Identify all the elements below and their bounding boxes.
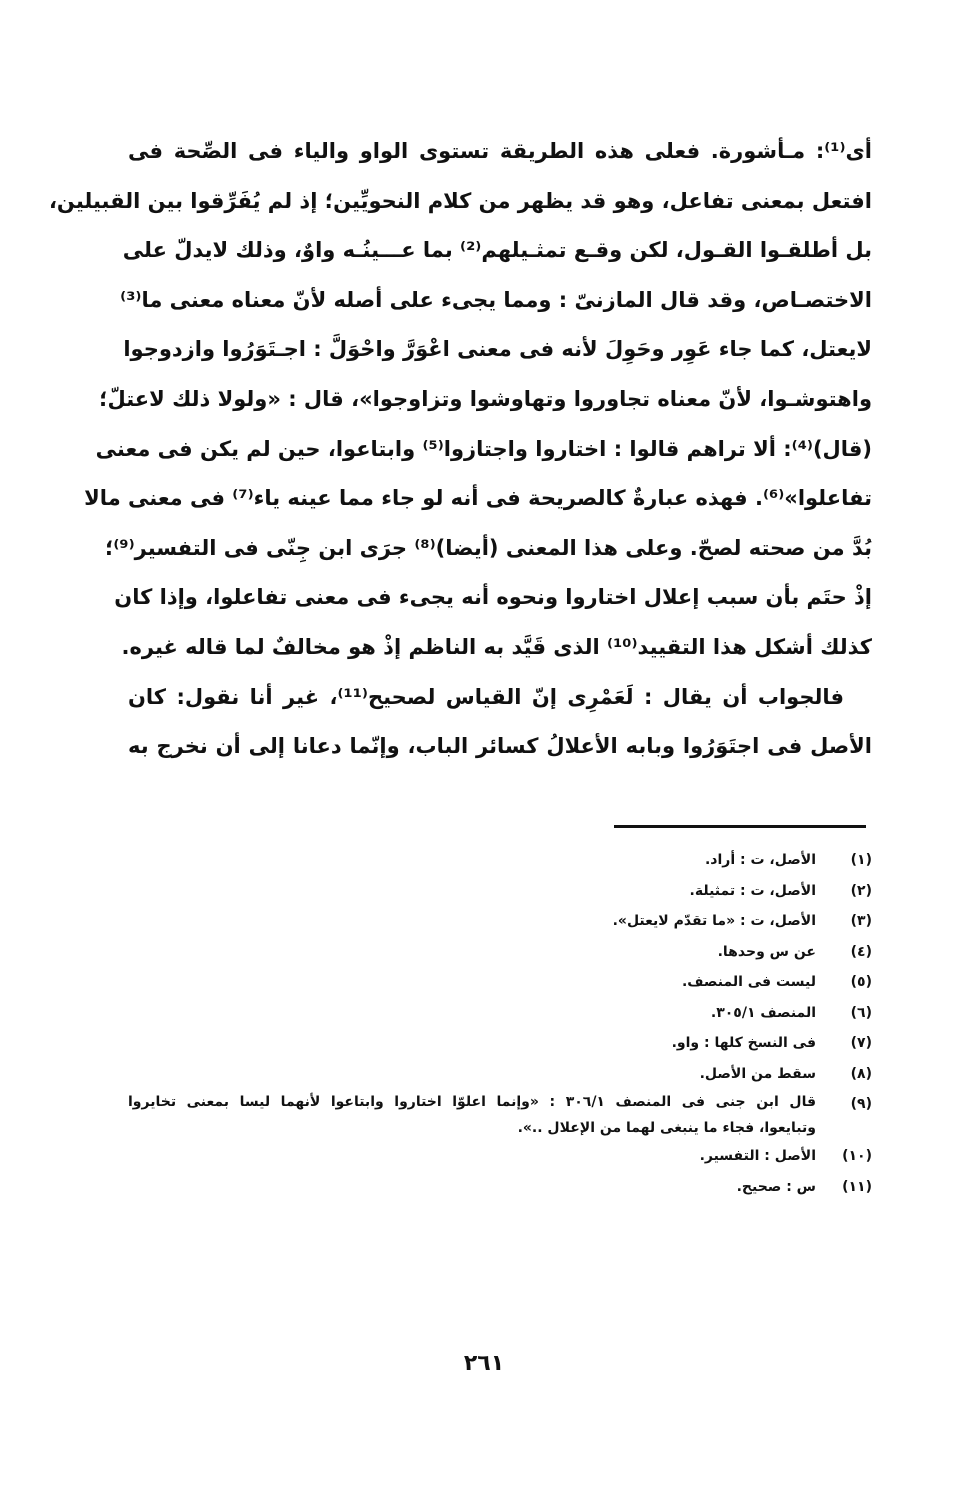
main-text [48,127,872,772]
footnotes [128,845,872,1202]
text-line: (قال)⁽⁴⁾: ألا تراهم قالوا : اختاروا واجتازوا⁽⁵⁾ وابتاعوا، حين لم يكن فى معنى [95,436,872,461]
text-line: فالجواب أن يقال : لَعَمْرِى إنّ القياس لصحيح⁽¹¹⁾، غير أنا نقول: كان [128,684,844,709]
footnote-number: (٦) [850,1004,872,1021]
text-line: بُدَّ من صحته لصحّ. وعلى هذا المعنى (أيضا)⁽⁸⁾ جرَى ابن جِنّى فى التفسير⁽⁹⁾؛ [104,535,872,560]
text-line: الاختصـاص، وقد قال المازنىّ : ومما يجىء على أصله لأنّ معناه معنى ما⁽³⁾ [120,287,872,312]
footnote-number: (٨) [850,1065,872,1082]
footnote-number: (٥) [850,974,872,990]
footnote-number: (٩) [850,1096,872,1112]
footnote-number: (١) [850,852,872,868]
text-line: بل أطلقـوا القـول، لكن وقـع تمثـيلهم⁽²⁾ بما عـــينُـه واوٌ، وذلك لايدلّ على [122,238,872,263]
footnote-number: (٧) [850,1035,872,1051]
footnote-text: عن س وحدها. [717,943,816,960]
footnote-text: الأصل، ت : «ما تقدّم لايعتل». [612,913,816,929]
footnote [128,906,872,937]
text-line: إذْ حتَم بأن سبب إعلال اختاروا ونحوه أنه يجىء فى معنى تفاعلوا، وإذا كان [114,585,872,610]
footnote-text: سقط من الأصل. [699,1065,816,1082]
footnote-text: الأصل، ت : تمثيلة. [689,882,816,899]
footnote-text: وتبايعوا، فجاء ما ينبغى لهما من الإعلال ..». [517,1120,816,1136]
footnote [128,937,872,968]
footnote [128,876,872,907]
footnote-text: المنصف ٣٠٥/١. [710,1004,816,1021]
page-number: ٢٦١ [463,1351,505,1376]
footnote-number: (٣) [850,913,872,929]
footnote [128,998,872,1029]
footnote-number: (٢) [850,882,872,899]
footnote [128,1028,872,1059]
text-line: افتعل بمعنى تفاعل، وهو قد يظهر من كلام النحويِّين؛ إذ لم يُفَرِّقوا بين القبيلين، [48,188,872,213]
footnote-text: الأصل، ت : أراد. [704,852,816,868]
footnote [128,1089,872,1141]
footnote [128,967,872,998]
footnote-number: (٤) [850,943,872,960]
footnote [128,1141,872,1172]
footnote-text: س : صحيح. [736,1178,816,1195]
text-line: واهتوشـوا، لأنّ معناه تجاوروا وتهاوشوا وتزاوجوا»، قال : «ولولا ذلك لاعتلّ؛ [99,386,872,411]
footnote-text: الأصل : التفسير. [699,1148,816,1164]
footnote-text: قال ابن جنى فى المنصف ٣٠٦/١ : «وإنما اعلوّا اختاروا وابتاعوا لأنهما ليسا بمعنى تخايروا [128,1094,816,1110]
text-line: كذلك أشكل هذا التقييد⁽¹⁰⁾ الذى قَيَّد به الناظم إذْ هو مخالفٌ لما قاله غيره. [121,634,872,659]
text-line: تفاعلوا»⁽⁶⁾. فهذه عبارةٌ كالصريحة فى أنه لو جاء مما عينه ياء⁽⁷⁾ فى معنى مالا [84,486,872,511]
footnote [128,845,872,876]
footnote-separator [614,825,866,828]
footnote-text: فى النسخ كلها : واو. [671,1035,816,1051]
footnote-text: ليست فى المنصف. [681,974,816,990]
footnote-number: (١١) [842,1178,872,1195]
text-line: أى⁽¹⁾: مـأشورة. فعلى هذه الطريقة تستوى الواو والياء فى الصِّحة فى [128,139,872,163]
footnote [128,1059,872,1090]
text-line: الأصل فى اجتَوَرُوا وبابه الأعلالُ كسائر الباب، وإنّما دعانا إلى أن نخرج به [128,734,872,759]
text-line: لايعتل، كما جاء عَوِر وحَوِلَ لأنه فى معنى اعْوَرَّ واحْوَلَّ : اجـتَوَرُوا وازدوجوا [123,337,872,362]
footnote [128,1172,872,1203]
footnote-number: (١٠) [842,1148,872,1164]
